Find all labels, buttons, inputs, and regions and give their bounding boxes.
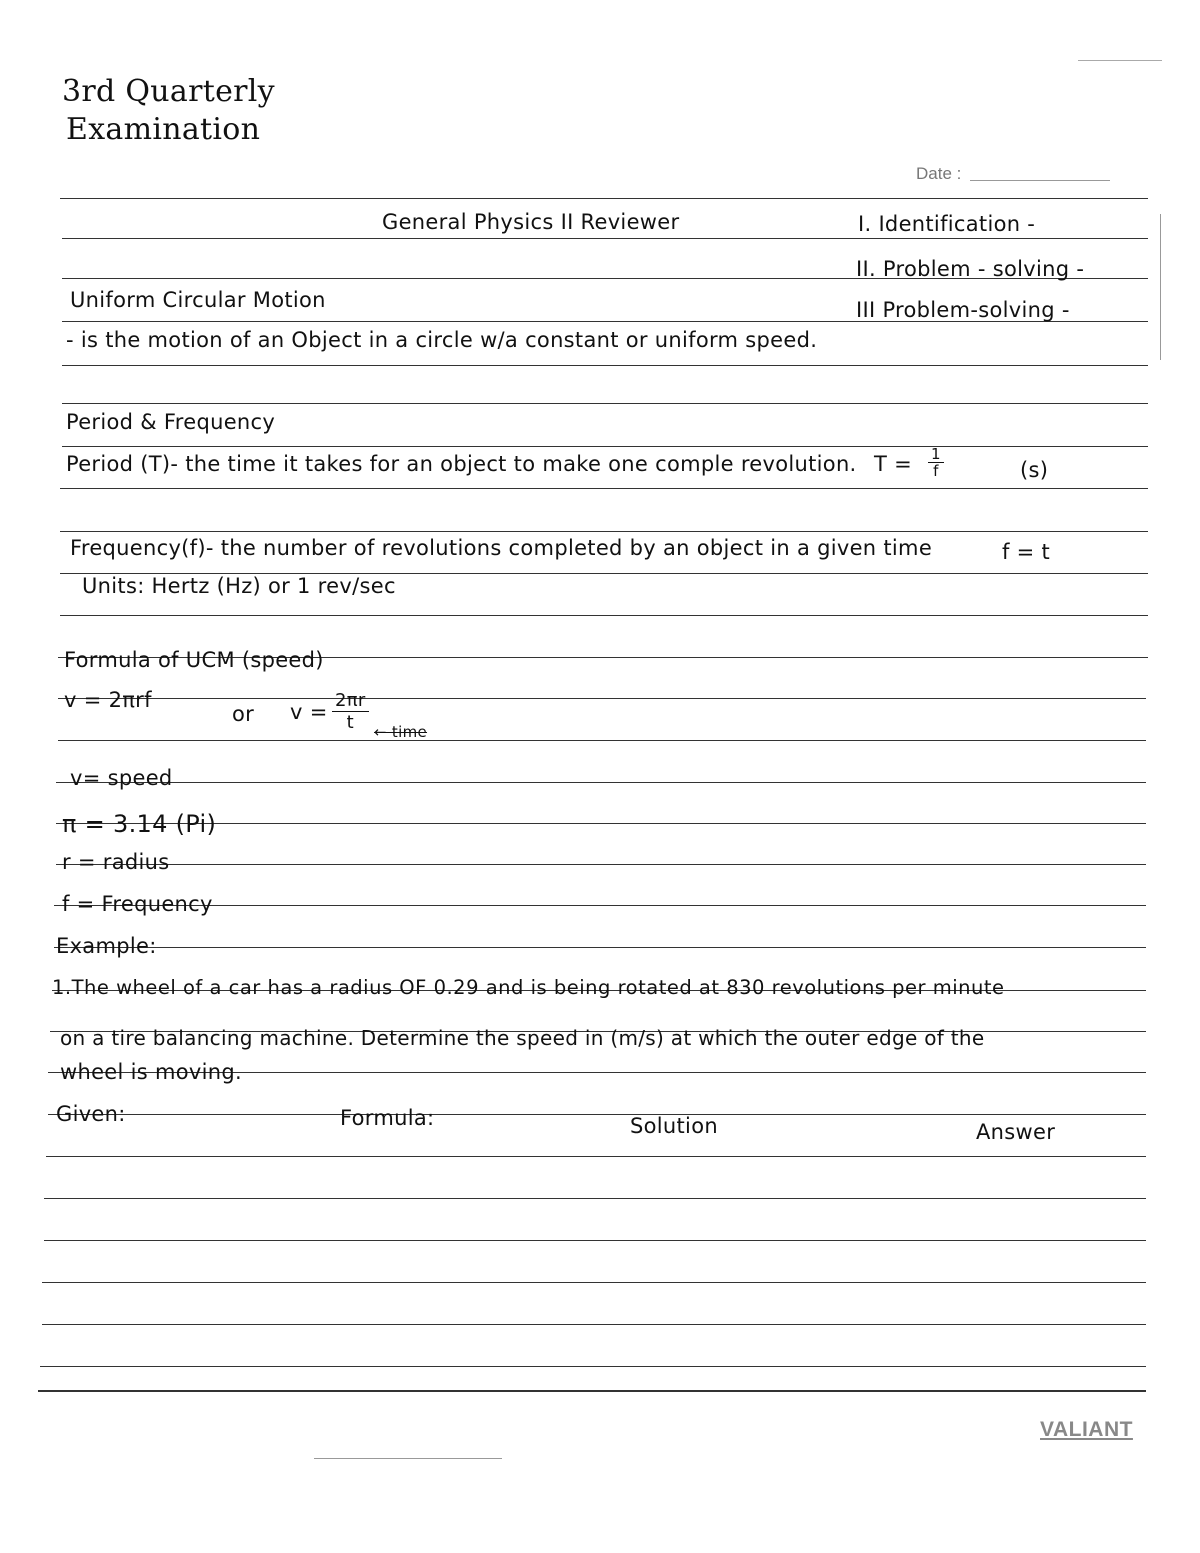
ruled-line (60, 198, 1148, 199)
topic-heading: Uniform Circular Motion (70, 288, 326, 312)
corner-note-line1: 3rd Quarterly (62, 74, 275, 109)
given-header: Given: (56, 1102, 126, 1126)
period-definition: Period (T)- the time it takes for an object to make one comple revolution. (66, 452, 857, 476)
example-line-3: wheel is moving. (60, 1060, 242, 1084)
exam-part-1: I. Identification - (858, 212, 1036, 236)
period-frequency-heading: Period & Frequency (66, 410, 276, 434)
period-formula-fraction (928, 446, 944, 479)
legend-frequency: f = Frequency (62, 892, 213, 916)
right-margin-line (1160, 214, 1161, 360)
period-formula-prefix: T = (874, 452, 912, 476)
answer-header: Answer (976, 1120, 1056, 1144)
ruled-line (46, 1156, 1146, 1157)
ruled-line (44, 1240, 1146, 1241)
bottom-edge-mark (314, 1458, 502, 1459)
corner-note-line2: Examination (66, 112, 261, 147)
ucm-formula-2-denominator: t (346, 712, 354, 733)
period-formula-numerator: 1 (928, 446, 944, 463)
ruled-line (56, 823, 1146, 824)
exam-part-3: III Problem-solving - (856, 298, 1070, 322)
solution-header: Solution (630, 1114, 718, 1138)
ruled-line (40, 1366, 1146, 1367)
ruled-line (42, 1324, 1146, 1325)
ruled-line (56, 864, 1146, 865)
frequency-units: Units: Hertz (Hz) or 1 rev/sec (82, 574, 396, 598)
ucm-formula-heading: Formula of UCM (speed) (64, 648, 324, 672)
ucm-formula-2-fraction (332, 690, 369, 733)
ruled-line (48, 1114, 1146, 1115)
top-edge-mark (1078, 60, 1162, 61)
ruled-line (60, 615, 1148, 616)
ruled-line (60, 531, 1148, 532)
ruled-line (54, 947, 1146, 948)
frequency-formula: f = t (1002, 540, 1051, 564)
exam-part-2: II. Problem - solving - (856, 257, 1085, 281)
frequency-definition: Frequency(f)- the number of revolutions completed by an object in a given time (70, 536, 933, 560)
ruled-line (42, 1282, 1146, 1283)
ruled-line (58, 698, 1146, 699)
ucm-formula-1: v = 2πrf (64, 688, 152, 712)
ruled-line (62, 365, 1148, 366)
legend-speed: v= speed (70, 766, 173, 790)
ruled-line (60, 488, 1148, 489)
date-label: Date : (916, 164, 962, 183)
legend-pi: π = 3.14 (Pi) (62, 810, 217, 838)
ucm-formula-or: or (232, 702, 255, 726)
example-heading: Example: (56, 934, 157, 958)
ruled-line (58, 740, 1146, 741)
period-unit: (s) (1020, 458, 1049, 482)
ucm-formula-2-note: ← time (374, 723, 428, 741)
page-title: General Physics II Reviewer (382, 210, 680, 234)
ruled-line (38, 1390, 1146, 1392)
ruled-line (54, 905, 1146, 906)
ruled-line (62, 446, 1148, 447)
ucm-formula-2-prefix: v = (290, 700, 328, 724)
formula-header: Formula: (340, 1106, 435, 1130)
example-line-1: 1.The wheel of a car has a radius OF 0.29 and is being rotated at 830 revolutions per minute (52, 976, 1005, 999)
date-field[interactable] (970, 180, 1110, 181)
ruled-line (56, 782, 1146, 783)
example-line-2: on a tire balancing machine. Determine the speed in (m/s) at which the outer edge of the (60, 1026, 985, 1050)
ruled-line (44, 1198, 1146, 1199)
ucm-formula-2-numerator: 2πr (332, 690, 369, 712)
brand-logo: VALIANT (1040, 1418, 1133, 1441)
period-formula-denominator: f (933, 462, 939, 480)
legend-radius: r = radius (62, 850, 170, 874)
topic-definition: - is the motion of an Object in a circle w/a constant or uniform speed. (66, 328, 818, 352)
ruled-line (62, 238, 1148, 239)
ruled-line (62, 403, 1148, 404)
